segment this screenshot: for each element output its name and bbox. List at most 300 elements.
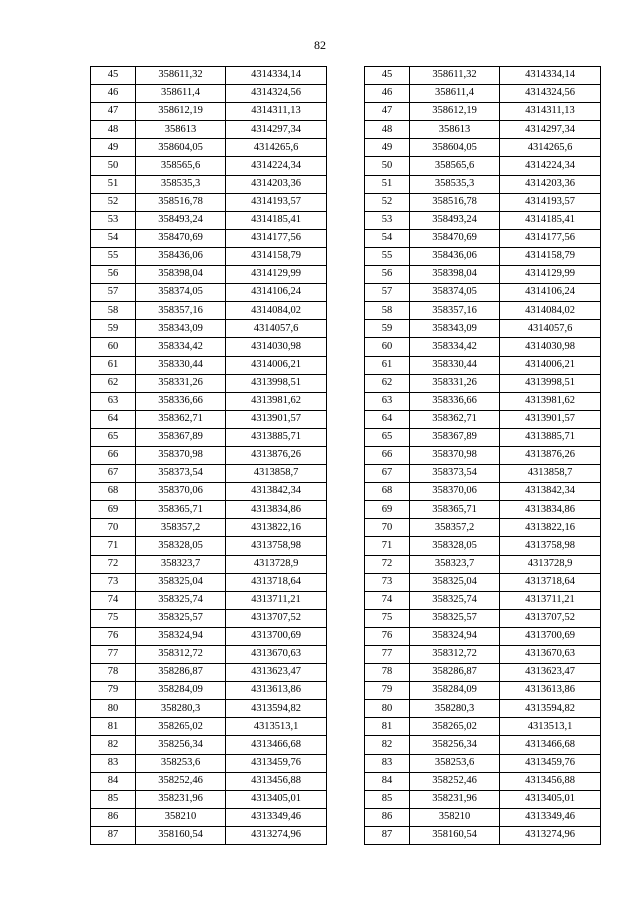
point-number-cell: 52	[91, 193, 136, 211]
point-number-cell: 56	[365, 266, 410, 284]
y-coordinate-cell: 4314057,6	[226, 320, 327, 338]
table-row	[91, 428, 327, 446]
x-coordinate-cell: 358565,6	[410, 157, 500, 175]
point-number-cell: 81	[365, 718, 410, 736]
y-coordinate-cell: 4314265,6	[500, 139, 601, 157]
table-row	[91, 682, 327, 700]
x-coordinate-cell: 358374,05	[136, 284, 226, 302]
point-number-cell: 76	[365, 627, 410, 645]
x-coordinate-cell: 358362,71	[136, 410, 226, 428]
point-number-cell: 75	[91, 609, 136, 627]
y-coordinate-cell: 4313349,46	[500, 808, 601, 826]
x-coordinate-cell: 358330,44	[410, 356, 500, 374]
x-coordinate-cell: 358330,44	[136, 356, 226, 374]
table-row	[91, 483, 327, 501]
table-row	[91, 465, 327, 483]
table-row	[91, 664, 327, 682]
y-coordinate-cell: 4313700,69	[226, 627, 327, 645]
y-coordinate-cell: 4313998,51	[226, 374, 327, 392]
y-coordinate-cell: 4314297,34	[500, 121, 601, 139]
point-number-cell: 51	[365, 175, 410, 193]
point-number-cell: 52	[365, 193, 410, 211]
y-coordinate-cell: 4313613,86	[500, 682, 601, 700]
x-coordinate-cell: 358231,96	[410, 790, 500, 808]
y-coordinate-cell: 4313718,64	[500, 573, 601, 591]
x-coordinate-cell: 358357,16	[410, 302, 500, 320]
x-coordinate-cell: 358370,06	[410, 483, 500, 501]
x-coordinate-cell: 358256,34	[410, 736, 500, 754]
point-number-cell: 69	[365, 501, 410, 519]
point-number-cell: 46	[365, 85, 410, 103]
x-coordinate-cell: 358334,42	[410, 338, 500, 356]
x-coordinate-cell: 358373,54	[136, 465, 226, 483]
table-row	[91, 211, 327, 229]
table-row	[365, 555, 601, 573]
point-number-cell: 76	[91, 627, 136, 645]
table-row	[91, 103, 327, 121]
x-coordinate-cell: 358370,98	[410, 446, 500, 464]
table-row	[365, 302, 601, 320]
y-coordinate-cell: 4314129,99	[226, 266, 327, 284]
table-row	[365, 284, 601, 302]
point-number-cell: 87	[365, 826, 410, 844]
table-row	[91, 501, 327, 519]
point-number-cell: 59	[91, 320, 136, 338]
point-number-cell: 64	[91, 410, 136, 428]
y-coordinate-cell: 4313707,52	[500, 609, 601, 627]
table-row	[365, 826, 601, 844]
y-coordinate-cell: 4313456,88	[500, 772, 601, 790]
point-number-cell: 45	[365, 67, 410, 85]
point-number-cell: 87	[91, 826, 136, 844]
y-coordinate-cell: 4313758,98	[500, 537, 601, 555]
y-coordinate-cell: 4313459,76	[500, 754, 601, 772]
table-row	[365, 700, 601, 718]
point-number-cell: 82	[91, 736, 136, 754]
table-row	[91, 772, 327, 790]
table-row	[91, 573, 327, 591]
point-number-cell: 80	[91, 700, 136, 718]
x-coordinate-cell: 358325,04	[136, 573, 226, 591]
y-coordinate-cell: 4313711,21	[500, 591, 601, 609]
table-row	[91, 338, 327, 356]
y-coordinate-cell: 4313842,34	[226, 483, 327, 501]
y-coordinate-cell: 4313670,63	[226, 646, 327, 664]
y-coordinate-cell: 4313513,1	[226, 718, 327, 736]
point-number-cell: 58	[365, 302, 410, 320]
point-number-cell: 51	[91, 175, 136, 193]
coordinates-table-right	[364, 66, 601, 845]
point-number-cell: 62	[365, 374, 410, 392]
y-coordinate-cell: 4314084,02	[500, 302, 601, 320]
table-row	[91, 537, 327, 555]
table-row	[91, 193, 327, 211]
x-coordinate-cell: 358328,05	[136, 537, 226, 555]
x-coordinate-cell: 358325,57	[136, 609, 226, 627]
y-coordinate-cell: 4313901,57	[226, 410, 327, 428]
table-row	[365, 627, 601, 645]
y-coordinate-cell: 4313623,47	[226, 664, 327, 682]
x-coordinate-cell: 358253,6	[410, 754, 500, 772]
point-number-cell: 74	[365, 591, 410, 609]
x-coordinate-cell: 358210	[410, 808, 500, 826]
table-row	[91, 555, 327, 573]
x-coordinate-cell: 358365,71	[410, 501, 500, 519]
x-coordinate-cell: 358493,24	[136, 211, 226, 229]
y-coordinate-cell: 4313594,82	[226, 700, 327, 718]
point-number-cell: 57	[91, 284, 136, 302]
y-coordinate-cell: 4313613,86	[226, 682, 327, 700]
y-coordinate-cell: 4313885,71	[500, 428, 601, 446]
point-number-cell: 65	[365, 428, 410, 446]
point-number-cell: 45	[91, 67, 136, 85]
table-row	[91, 736, 327, 754]
y-coordinate-cell: 4313456,88	[226, 772, 327, 790]
table-row	[91, 320, 327, 338]
x-coordinate-cell: 358436,06	[136, 247, 226, 265]
table-row	[365, 790, 601, 808]
point-number-cell: 82	[365, 736, 410, 754]
table-row	[91, 754, 327, 772]
y-coordinate-cell: 4313466,68	[226, 736, 327, 754]
table-row	[365, 573, 601, 591]
y-coordinate-cell: 4313834,86	[500, 501, 601, 519]
y-coordinate-cell: 4314084,02	[226, 302, 327, 320]
x-coordinate-cell: 358231,96	[136, 790, 226, 808]
y-coordinate-cell: 4314203,36	[500, 175, 601, 193]
table-row	[365, 772, 601, 790]
table-row	[91, 410, 327, 428]
point-number-cell: 79	[91, 682, 136, 700]
table-row	[365, 446, 601, 464]
x-coordinate-cell: 358398,04	[410, 266, 500, 284]
y-coordinate-cell: 4313998,51	[500, 374, 601, 392]
table-row	[365, 501, 601, 519]
x-coordinate-cell: 358535,3	[136, 175, 226, 193]
point-number-cell: 62	[91, 374, 136, 392]
table-row	[91, 718, 327, 736]
y-coordinate-cell: 4314177,56	[226, 229, 327, 247]
x-coordinate-cell: 358324,94	[410, 627, 500, 645]
point-number-cell: 46	[91, 85, 136, 103]
y-coordinate-cell: 4314129,99	[500, 266, 601, 284]
x-coordinate-cell: 358362,71	[410, 410, 500, 428]
y-coordinate-cell: 4314334,14	[226, 67, 327, 85]
x-coordinate-cell: 358286,87	[136, 664, 226, 682]
point-number-cell: 84	[365, 772, 410, 790]
x-coordinate-cell: 358357,2	[136, 519, 226, 537]
y-coordinate-cell: 4313405,01	[226, 790, 327, 808]
table-row	[365, 537, 601, 555]
table-row	[365, 646, 601, 664]
table-row	[365, 465, 601, 483]
y-coordinate-cell: 4313405,01	[500, 790, 601, 808]
y-coordinate-cell: 4314224,34	[226, 157, 327, 175]
point-number-cell: 81	[91, 718, 136, 736]
y-coordinate-cell: 4313822,16	[500, 519, 601, 537]
y-coordinate-cell: 4314030,98	[226, 338, 327, 356]
y-coordinate-cell: 4313728,9	[500, 555, 601, 573]
point-number-cell: 50	[91, 157, 136, 175]
x-coordinate-cell: 358265,02	[136, 718, 226, 736]
x-coordinate-cell: 358284,09	[136, 682, 226, 700]
x-coordinate-cell: 358436,06	[410, 247, 500, 265]
point-number-cell: 49	[365, 139, 410, 157]
point-number-cell: 58	[91, 302, 136, 320]
y-coordinate-cell: 4313594,82	[500, 700, 601, 718]
x-coordinate-cell: 358280,3	[136, 700, 226, 718]
x-coordinate-cell: 358343,09	[136, 320, 226, 338]
y-coordinate-cell: 4313822,16	[226, 519, 327, 537]
point-number-cell: 54	[91, 229, 136, 247]
x-coordinate-cell: 358398,04	[136, 266, 226, 284]
x-coordinate-cell: 358325,57	[410, 609, 500, 627]
x-coordinate-cell: 358370,98	[136, 446, 226, 464]
point-number-cell: 48	[91, 121, 136, 139]
table-row	[365, 338, 601, 356]
x-coordinate-cell: 358613	[410, 121, 500, 139]
y-coordinate-cell: 4314324,56	[226, 85, 327, 103]
x-coordinate-cell: 358160,54	[410, 826, 500, 844]
y-coordinate-cell: 4314158,79	[226, 247, 327, 265]
y-coordinate-cell: 4313876,26	[226, 446, 327, 464]
x-coordinate-cell: 358328,05	[410, 537, 500, 555]
y-coordinate-cell: 4313901,57	[500, 410, 601, 428]
point-number-cell: 60	[365, 338, 410, 356]
x-coordinate-cell: 358611,32	[410, 67, 500, 85]
table-row	[91, 247, 327, 265]
x-coordinate-cell: 358611,32	[136, 67, 226, 85]
table-row	[365, 175, 601, 193]
point-number-cell: 57	[365, 284, 410, 302]
y-coordinate-cell: 4313885,71	[226, 428, 327, 446]
y-coordinate-cell: 4314006,21	[226, 356, 327, 374]
x-coordinate-cell: 358331,26	[136, 374, 226, 392]
point-number-cell: 63	[365, 392, 410, 410]
y-coordinate-cell: 4313981,62	[500, 392, 601, 410]
x-coordinate-cell: 358516,78	[136, 193, 226, 211]
table-row	[365, 121, 601, 139]
point-number-cell: 72	[91, 555, 136, 573]
point-number-cell: 55	[91, 247, 136, 265]
table-row	[91, 175, 327, 193]
y-coordinate-cell: 4313349,46	[226, 808, 327, 826]
x-coordinate-cell: 358516,78	[410, 193, 500, 211]
y-coordinate-cell: 4313274,96	[226, 826, 327, 844]
x-coordinate-cell: 358373,54	[410, 465, 500, 483]
y-coordinate-cell: 4313834,86	[226, 501, 327, 519]
y-coordinate-cell: 4313274,96	[500, 826, 601, 844]
point-number-cell: 84	[91, 772, 136, 790]
table-row	[365, 428, 601, 446]
y-coordinate-cell: 4313711,21	[226, 591, 327, 609]
x-coordinate-cell: 358604,05	[136, 139, 226, 157]
point-number-cell: 69	[91, 501, 136, 519]
x-coordinate-cell: 358323,7	[410, 555, 500, 573]
table-row	[365, 808, 601, 826]
table-row	[365, 664, 601, 682]
x-coordinate-cell: 358535,3	[410, 175, 500, 193]
x-coordinate-cell: 358612,19	[410, 103, 500, 121]
table-row	[91, 85, 327, 103]
y-coordinate-cell: 4314311,13	[500, 103, 601, 121]
point-number-cell: 67	[365, 465, 410, 483]
table-row	[365, 266, 601, 284]
point-number-cell: 50	[365, 157, 410, 175]
x-coordinate-cell: 358343,09	[410, 320, 500, 338]
x-coordinate-cell: 358324,94	[136, 627, 226, 645]
point-number-cell: 47	[91, 103, 136, 121]
point-number-cell: 70	[365, 519, 410, 537]
table-row	[91, 229, 327, 247]
point-number-cell: 86	[91, 808, 136, 826]
y-coordinate-cell: 4313459,76	[226, 754, 327, 772]
table-row	[365, 193, 601, 211]
x-coordinate-cell: 358470,69	[136, 229, 226, 247]
table-row	[91, 139, 327, 157]
y-coordinate-cell: 4314265,6	[226, 139, 327, 157]
y-coordinate-cell: 4313513,1	[500, 718, 601, 736]
table-row	[365, 320, 601, 338]
y-coordinate-cell: 4313858,7	[226, 465, 327, 483]
table-row	[365, 356, 601, 374]
point-number-cell: 71	[365, 537, 410, 555]
table-row	[91, 627, 327, 645]
coordinates-table-left	[90, 66, 327, 845]
x-coordinate-cell: 358280,3	[410, 700, 500, 718]
coordinates-table-body	[365, 67, 601, 845]
point-number-cell: 70	[91, 519, 136, 537]
table-row	[365, 718, 601, 736]
y-coordinate-cell: 4314185,41	[500, 211, 601, 229]
table-row	[91, 121, 327, 139]
x-coordinate-cell: 358334,42	[136, 338, 226, 356]
x-coordinate-cell: 358323,7	[136, 555, 226, 573]
y-coordinate-cell: 4314203,36	[226, 175, 327, 193]
x-coordinate-cell: 358253,6	[136, 754, 226, 772]
x-coordinate-cell: 358325,04	[410, 573, 500, 591]
y-coordinate-cell: 4313842,34	[500, 483, 601, 501]
y-coordinate-cell: 4313718,64	[226, 573, 327, 591]
point-number-cell: 48	[365, 121, 410, 139]
table-row	[91, 284, 327, 302]
y-coordinate-cell: 4314334,14	[500, 67, 601, 85]
point-number-cell: 65	[91, 428, 136, 446]
table-row	[91, 446, 327, 464]
table-row	[365, 247, 601, 265]
y-coordinate-cell: 4313728,9	[226, 555, 327, 573]
point-number-cell: 83	[365, 754, 410, 772]
table-row	[365, 67, 601, 85]
point-number-cell: 73	[365, 573, 410, 591]
table-row	[365, 410, 601, 428]
point-number-cell: 66	[365, 446, 410, 464]
y-coordinate-cell: 4313466,68	[500, 736, 601, 754]
point-number-cell: 49	[91, 139, 136, 157]
point-number-cell: 67	[91, 465, 136, 483]
x-coordinate-cell: 358312,72	[136, 646, 226, 664]
table-row	[365, 139, 601, 157]
y-coordinate-cell: 4314311,13	[226, 103, 327, 121]
x-coordinate-cell: 358210	[136, 808, 226, 826]
point-number-cell: 53	[365, 211, 410, 229]
point-number-cell: 68	[91, 483, 136, 501]
y-coordinate-cell: 4313700,69	[500, 627, 601, 645]
x-coordinate-cell: 358565,6	[136, 157, 226, 175]
table-row	[91, 266, 327, 284]
x-coordinate-cell: 358470,69	[410, 229, 500, 247]
x-coordinate-cell: 358286,87	[410, 664, 500, 682]
table-row	[365, 157, 601, 175]
table-row	[365, 211, 601, 229]
point-number-cell: 60	[91, 338, 136, 356]
x-coordinate-cell: 358284,09	[410, 682, 500, 700]
point-number-cell: 55	[365, 247, 410, 265]
table-row	[91, 790, 327, 808]
x-coordinate-cell: 358312,72	[410, 646, 500, 664]
x-coordinate-cell: 358611,4	[410, 85, 500, 103]
point-number-cell: 59	[365, 320, 410, 338]
point-number-cell: 85	[365, 790, 410, 808]
y-coordinate-cell: 4314324,56	[500, 85, 601, 103]
y-coordinate-cell: 4314193,57	[226, 193, 327, 211]
table-row	[91, 700, 327, 718]
point-number-cell: 75	[365, 609, 410, 627]
table-row	[365, 519, 601, 537]
point-number-cell: 79	[365, 682, 410, 700]
table-row	[91, 609, 327, 627]
table-row	[91, 67, 327, 85]
y-coordinate-cell: 4314193,57	[500, 193, 601, 211]
x-coordinate-cell: 358160,54	[136, 826, 226, 844]
point-number-cell: 74	[91, 591, 136, 609]
x-coordinate-cell: 358367,89	[136, 428, 226, 446]
table-row	[365, 483, 601, 501]
point-number-cell: 73	[91, 573, 136, 591]
x-coordinate-cell: 358325,74	[410, 591, 500, 609]
x-coordinate-cell: 358604,05	[410, 139, 500, 157]
table-row	[91, 302, 327, 320]
x-coordinate-cell: 358357,16	[136, 302, 226, 320]
point-number-cell: 61	[91, 356, 136, 374]
table-row	[91, 392, 327, 410]
table-row	[365, 591, 601, 609]
x-coordinate-cell: 358367,89	[410, 428, 500, 446]
table-row	[365, 682, 601, 700]
x-coordinate-cell: 358256,34	[136, 736, 226, 754]
point-number-cell: 68	[365, 483, 410, 501]
point-number-cell: 77	[365, 646, 410, 664]
table-row	[365, 229, 601, 247]
x-coordinate-cell: 358331,26	[410, 374, 500, 392]
y-coordinate-cell: 4313707,52	[226, 609, 327, 627]
point-number-cell: 80	[365, 700, 410, 718]
x-coordinate-cell: 358252,46	[136, 772, 226, 790]
point-number-cell: 56	[91, 266, 136, 284]
y-coordinate-cell: 4313670,63	[500, 646, 601, 664]
table-row	[365, 754, 601, 772]
page-number: 82	[314, 38, 326, 52]
x-coordinate-cell: 358357,2	[410, 519, 500, 537]
point-number-cell: 54	[365, 229, 410, 247]
x-coordinate-cell: 358252,46	[410, 772, 500, 790]
table-row	[91, 374, 327, 392]
y-coordinate-cell: 4314158,79	[500, 247, 601, 265]
table-row	[365, 736, 601, 754]
y-coordinate-cell: 4314030,98	[500, 338, 601, 356]
x-coordinate-cell: 358612,19	[136, 103, 226, 121]
table-row	[365, 85, 601, 103]
